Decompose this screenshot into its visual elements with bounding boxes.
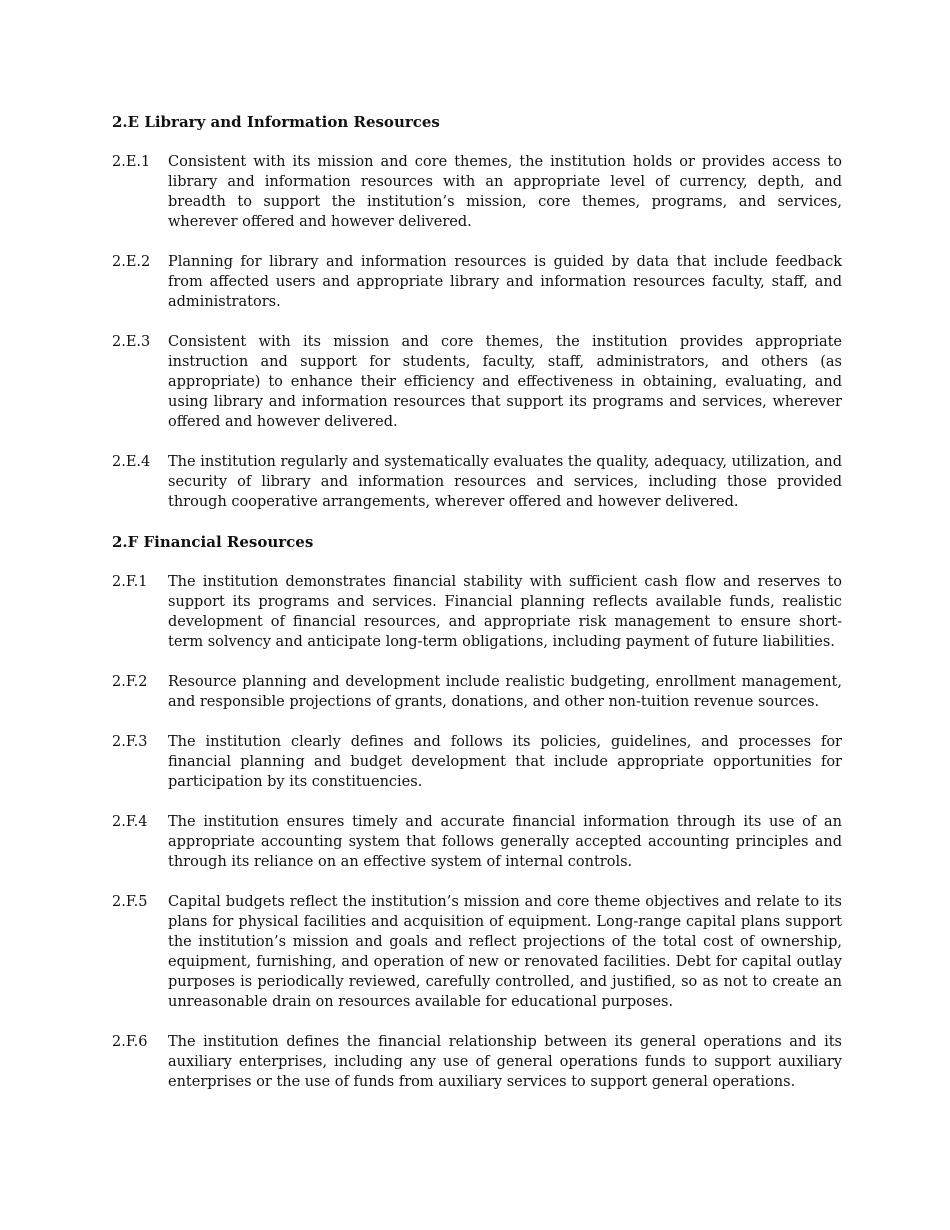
standard-number: 2.E.3: [112, 334, 151, 350]
document-page: [112, 112, 842, 1112]
standard-number: 2.E.2: [112, 254, 151, 270]
standard-number: 2.F.2: [112, 674, 148, 690]
standard-text: The institution regularly and systematically evaluates the quality, adequacy, utilization, and security of library and information resources and services, including those provided through cooperative arrangements, wherever offered and however delivered.: [168, 454, 842, 510]
standard-number: 2.F.6: [112, 1034, 148, 1050]
standard-text: The institution defines the financial relationship between its general operations and its auxiliary enterprises, including any use of general operations funds to support auxiliary enterprises or the use of funds from auxiliary services to support general operations.: [168, 1034, 842, 1090]
standard-number: 2.E.4: [112, 454, 151, 470]
standard-number: 2.E.1: [112, 154, 151, 170]
standard-item-2f5: [112, 892, 842, 1012]
standard-text: Resource planning and development include realistic budgeting, enrollment management, and responsible projections of grants, donations, and other non-tuition revenue sources.: [168, 674, 842, 710]
standard-number: 2.F.4: [112, 814, 148, 830]
standard-number: 2.F.1: [112, 574, 148, 590]
standard-text: The institution clearly defines and follows its policies, guidelines, and processes for financial planning and budget development that include appropriate opportunities for participation by its constituencies.: [168, 734, 842, 790]
section-title-library: 2.E Library and Information Resources: [112, 113, 440, 131]
standard-text: The institution demonstrates financial stability with sufficient cash flow and reserves to support its programs and services. Financial planning reflects available funds, realistic development of financial resources, and appropriate risk management to ensure short-term solvency and anticipate long-term obligations, including payment of future liabilities.: [168, 574, 842, 650]
standard-text: Consistent with its mission and core themes, the institution holds or provides access to library and information resources with an appropriate level of currency, depth, and breadth to support the institution’s mission, core themes, programs, and services, wherever offered and however delivered.: [168, 154, 842, 230]
standard-text: Planning for library and information resources is guided by data that include feedback from affected users and appropriate library and information resources faculty, staff, and administrators.: [168, 254, 842, 310]
standard-item-2e1: [112, 152, 842, 232]
standard-text: The institution ensures timely and accurate financial information through its use of an appropriate accounting system that follows generally accepted accounting principles and through its reliance on an effective system of internal controls.: [168, 814, 842, 870]
standard-text: Capital budgets reflect the institution’s mission and core theme objectives and relate to its plans for physical facilities and acquisition of equipment. Long-range capital plans support the institution’s mission and goals and reflect projections of the total cost of ownership, equipment, furnishing, and operation of new or renovated facilities. Debt for capital outlay purposes is periodically reviewed, carefully controlled, and justified, so as not to create an unreasonable drain on resources available for educational purposes.: [168, 894, 842, 1010]
section-title-financial: 2.F Financial Resources: [112, 533, 314, 551]
standard-item-2e3: [112, 332, 842, 432]
standard-number: 2.F.5: [112, 894, 148, 910]
standard-item-2f2: [112, 672, 842, 712]
standard-item-2f6: [112, 1032, 842, 1092]
standard-text: Consistent with its mission and core themes, the institution provides appropriate instruction and support for students, faculty, staff, administrators, and others (as appropriate) to enhance their efficiency and effectiveness in obtaining, evaluating, and using library and information resources that support its programs and services, wherever offered and however delivered.: [168, 334, 842, 430]
standard-item-2f3: [112, 732, 842, 792]
standard-item-2f4: [112, 812, 842, 872]
standard-number: 2.F.3: [112, 734, 148, 750]
standard-item-2e4: [112, 452, 842, 512]
standard-item-2f1: [112, 572, 842, 652]
standard-item-2e2: [112, 252, 842, 312]
